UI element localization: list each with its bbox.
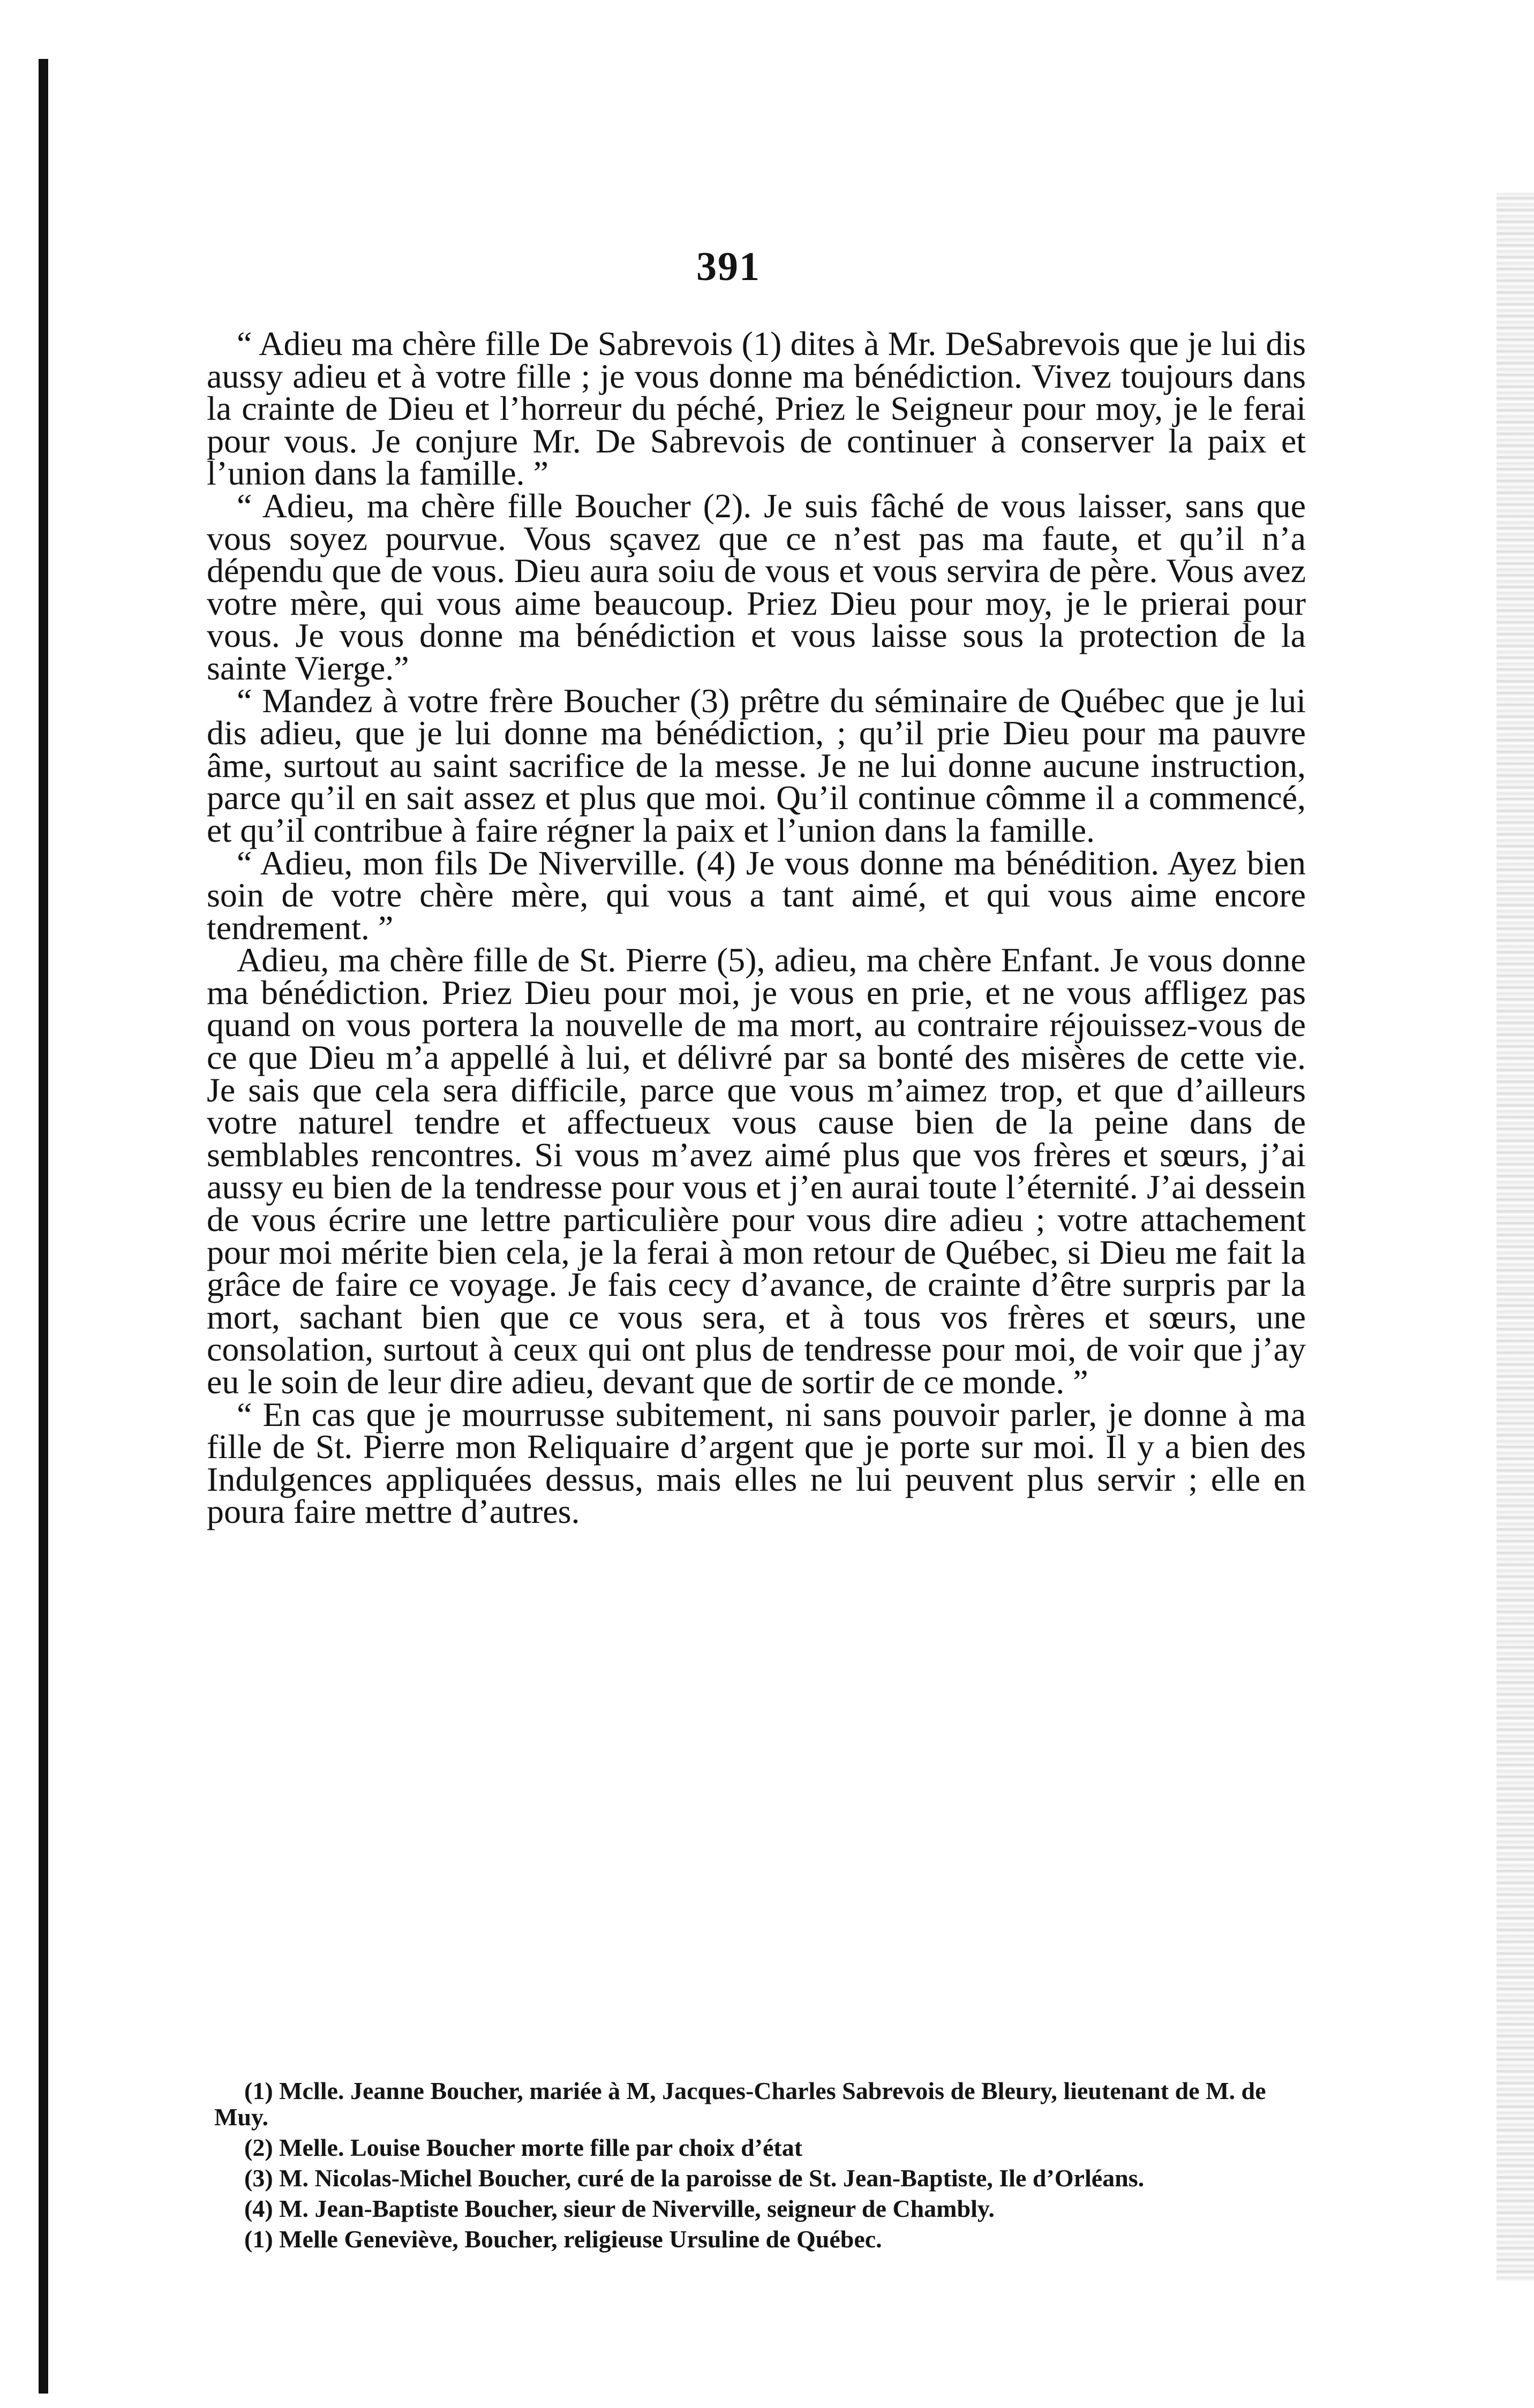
paragraph-adieu-niverville: “ Adieu, mon fils De Niverville. (4) Je vous donne ma bénédition. Ayez bien soin de votre chère mère, qui vous a tant aimé, et qui vous aime encore tendrement. ” <box>207 843 1306 947</box>
paragraph-adieu-sabrevois: “ Adieu ma chère fille De Sabrevois (1) dites à Mr. DeSabrevois que je lui dis aussy adieu et à votre fille ; je vous donne ma bénédiction. Vivez toujours dans la crainte de Dieu et l’horreur du péché, Priez le Seigneur pour moy, je le ferai pour vous. Je conjure Mr. De Sabrevois de continuer à conserver la paix et l’union dans la famille. ” <box>207 324 1306 493</box>
scan-edge-left <box>39 59 48 2394</box>
footnote-1: (1) Mclle. Jeanne Boucher, mariée à M, Jacques-Charles Sabrevois de Bleury, lieutenant de M. de Muy. <box>214 2077 1266 2131</box>
paragraph-frere-boucher: “ Mandez à votre frère Boucher (3) prêtre du séminaire de Québec que je lui dis adieu, que je lui donne ma bénédiction, ; qu’il prie Dieu pour ma pauvre âme, surtout au saint sacrifice de la messe. Je ne lui donne aucune instruction, parce qu’il en sait assez et plus que moi. Qu’il continue cômme il a commencé, et qu’il contribue à faire régner la paix et l’union dans la famille. <box>207 681 1306 849</box>
page-number: 391 <box>696 244 761 289</box>
paragraph-adieu-boucher: “ Adieu, ma chère fille Boucher (2). Je suis fâché de vous laisser, sans que vous soyez pourvue. Vous sçavez que ce n’est pas ma faute, et qu’il n’a dépendu que de vous. Dieu aura soiu de vous et vous servira de père. Vous avez votre mère, qui vous aime beaucoup. Priez Dieu pour moy, je le prierai pour vous. Je vous donne ma bénédiction et vous laisse sous la protection de la sainte Vierge.” <box>207 486 1306 687</box>
footnote-2: (2) Melle. Louise Boucher morte fille par choix d’état <box>244 2134 803 2161</box>
paragraph-reliquaire: “ En cas que je mourrusse subitement, ni sans pouvoir parler, je donne à ma fille de St. Pierre mon Reliquaire d’argent que je porte sur moi. Il y a bien des Indulgences appliquées dessus, mais elles ne lui peuvent plus servir ; elle en poura faire mettre d’autres. <box>207 1395 1306 1531</box>
footnote-3: (3) M. Nicolas-Michel Boucher, curé de la paroisse de St. Jean-Baptiste, Ile d’Orléans. <box>244 2164 1145 2192</box>
footnotes <box>214 2078 1313 2252</box>
footnote-5: (1) Melle Geneviève, Boucher, religieuse Ursuline de Québec. <box>244 2225 882 2253</box>
paragraph-adieu-st-pierre: Adieu, ma chère fille de St. Pierre (5), adieu, ma chère Enfant. Je vous donne ma bénédiction. Priez Dieu pour moi, je vous en prie, et ne vous affligez pas quand on vous portera la nouvelle de ma mort, au contraire réjouissez-vous de ce que Dieu m’a appellé à lui, et délivré par sa bonté des misères de cette vie. Je sais que cela sera difficile, parce que vous m’aimez trop, et que d’ailleurs votre naturel tendre et affectueux vous cause bien de la peine dans de semblables rencontres. Si vous m’avez aimé plus que vos frères et sœurs, j’ai aussy eu bien de la tendresse pour vous et j’en aurai toute l’éternité. J’ai dessein de vous écrire une lettre particulière pour vous dire adieu ; votre attachement pour moi mérite bien cela, je la ferai à mon retour de Québec, si Dieu me fait la grâce de faire ce voyage. Je fais cecy d’avance, de crainte d’être surpris par la mort, sachant bien que ce vous sera, et à tous vos frères et sœurs, une consolation, surtout à ceux qui ont plus de tendresse pour moi, de voir que j’ay eu le soin de leur dire adieu, devant que de sortir de ce monde. ” <box>207 941 1306 1401</box>
body-text <box>207 324 1306 1531</box>
scan-edge-right <box>1497 193 1534 2281</box>
footnote-4: (4) M. Jean-Baptiste Boucher, sieur de Niverville, seigneur de Chambly. <box>244 2195 995 2222</box>
